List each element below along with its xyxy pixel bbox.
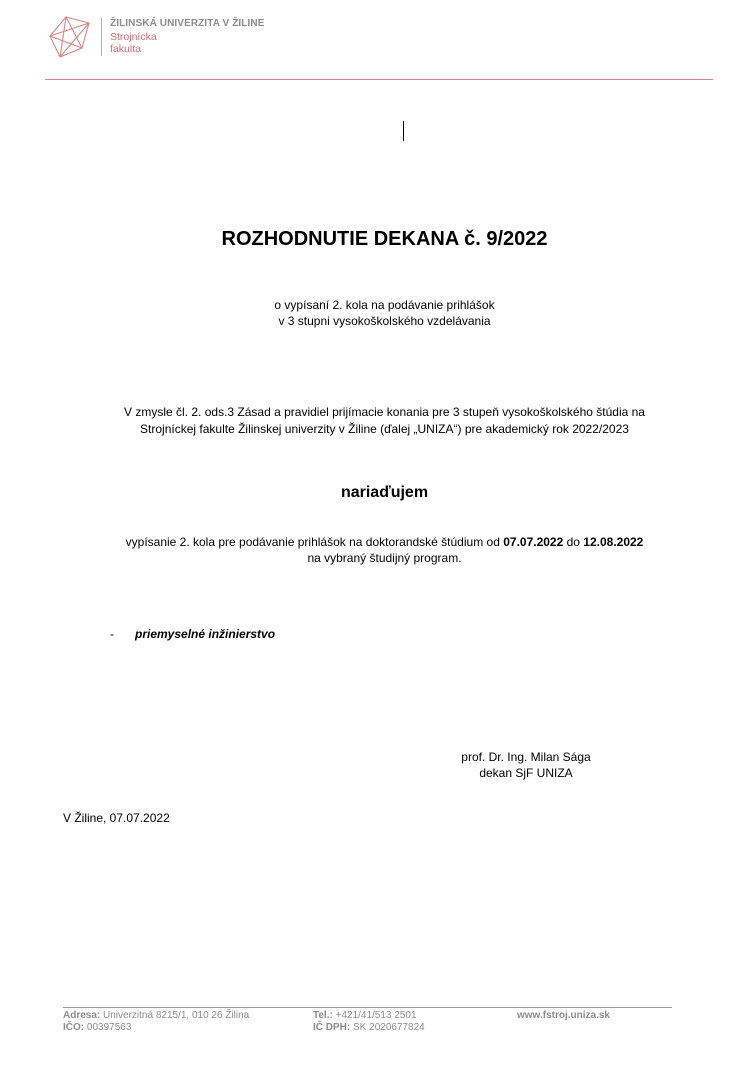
ico-label: IČO:: [63, 1022, 85, 1033]
text-cursor: [403, 121, 404, 141]
signatory-name: prof. Dr. Ing. Milan Sága: [461, 750, 591, 764]
list-marker: -: [110, 627, 114, 641]
subtitle-line1: o vypísaní 2. kola na podávanie prihlášok: [274, 298, 495, 312]
date-from: 07.07.2022: [503, 535, 564, 549]
program-item: priemyselné inžinierstvo: [135, 627, 276, 641]
decision-line1: [0, 535, 751, 549]
footer-tel: [313, 1010, 417, 1021]
university-name: ŽILINSKÁ UNIVERZITA V ŽILINE: [110, 18, 265, 29]
place-date: V Žiline, 07.07.2022: [63, 811, 170, 825]
address-value: Univerzitná 8215/1, 010 26 Žilina: [100, 1010, 250, 1021]
uniza-logo-icon: [46, 14, 92, 60]
document-title: ROZHODNUTIE DEKANA č. 9/2022: [221, 228, 548, 250]
footer-divider: [63, 1007, 672, 1008]
logo-separator: [101, 18, 102, 56]
footer-dic: [313, 1022, 425, 1033]
decision-line2: na vybraný študijný program.: [307, 551, 462, 565]
tel-value: +421/41/513 2501: [332, 1010, 417, 1021]
order-heading: nariaďujem: [340, 484, 429, 501]
subtitle-line2: v 3 stupni vysokoškolského vzdelávania: [278, 314, 491, 328]
ico-value: 00397563: [84, 1022, 132, 1033]
signatory-role: dekan SjF UNIZA: [479, 766, 573, 780]
date-to: 12.08.2022: [583, 535, 644, 549]
header-divider: [45, 79, 713, 80]
dic-label: IČ DPH:: [313, 1022, 351, 1033]
faculty-name-line2: fakulta: [110, 43, 141, 55]
tel-label: Tel.:: [313, 1010, 333, 1021]
footer-ico: [63, 1022, 131, 1033]
footer-address: [63, 1010, 249, 1021]
intro-line2: Strojníckej fakulte Žilinskej univerzity v Žiline (ďalej „UNIZA“) pre akademický rok 2022/2023: [140, 422, 629, 436]
web-link: www.fstroj.uniza.sk: [517, 1010, 610, 1021]
intro-line1: V zmysle čl. 2. ods.3 Zásad a pravidiel prijímacie konania pre 3 stupeň vysokoškolského štúdia na: [124, 405, 645, 419]
decision-prefix: vypísanie 2. kola pre podávanie prihlášok na doktorandské štúdium od: [125, 535, 504, 549]
faculty-name-line1: Strojnícka: [110, 31, 157, 43]
decision-middle: do: [563, 535, 584, 549]
address-label: Adresa:: [63, 1010, 101, 1021]
dic-value: SK 2020677824: [350, 1022, 425, 1033]
footer-web: [517, 1010, 610, 1021]
